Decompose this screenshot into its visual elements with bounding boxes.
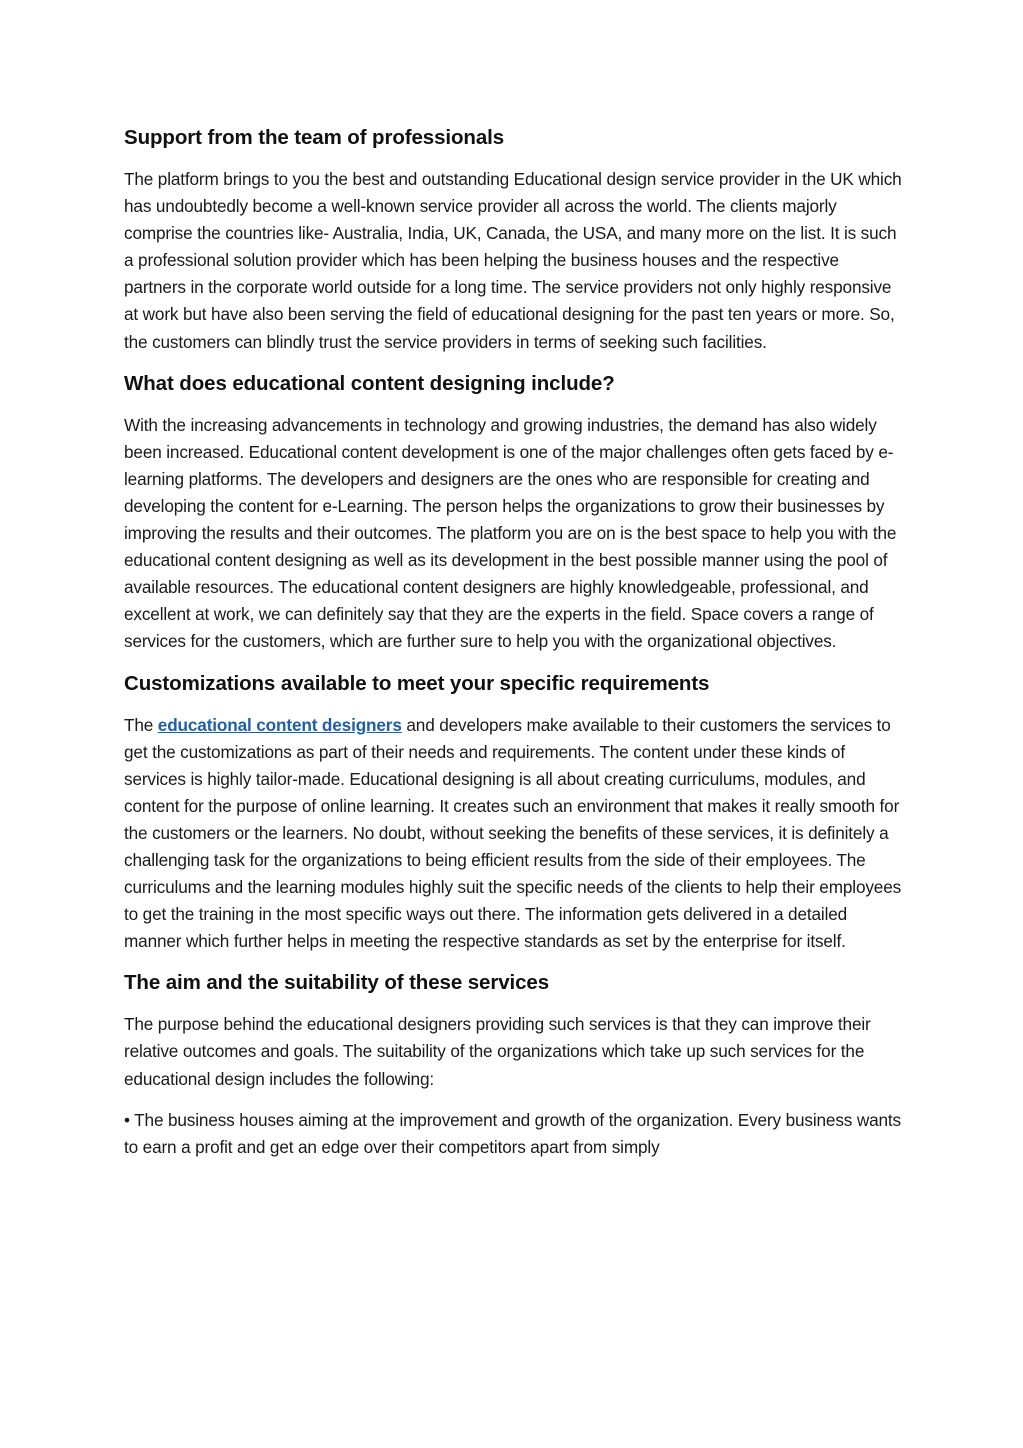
section-heading-support: Support from the team of professionals: [124, 126, 505, 149]
section-paragraph-customizations: [124, 712, 904, 956]
paragraph-text-after-link: and developers make available to their customers the services to get the customizations as part of their needs and requirements. The content under these kinds of services is highly tailor-made. Educational designing is all about creating curriculums, modules, and content for the purpose of online learning. It creates such an environment that makes it really smooth for the customers or the learners. No doubt, without seeking the benefits of these services, it is definitely a challenging task for the organizations to being efficient results from the side of their employees. The curriculums and the learning modules highly suit the specific needs of the clients to help their employees to get the training in the most specific ways out there. The information gets delivered in a detailed manner which further helps in meeting the respective standards as set by the enterprise for itself.: [124, 714, 902, 952]
document-page: [124, 124, 904, 1175]
paragraph-text-before-link: The: [124, 714, 158, 735]
section-paragraph-aim-suitability: The purpose behind the educational designers providing such services is that they can improve their relative outcomes and goals. The suitability of the organizations which take up such services for the educational design includes the following:: [124, 1014, 871, 1089]
section-heading-customizations: Customizations available to meet your specific requirements: [124, 671, 710, 695]
section-heading-content-designing: What does educational content designing include?: [124, 371, 615, 395]
educational-content-designers-link[interactable]: educational content designers: [157, 714, 402, 735]
bullet-item-business-houses: • The business houses aiming at the improvement and growth of the organization. Every business wants to earn a profit and get an edge over their competitors apart from simply: [124, 1109, 901, 1157]
section-paragraph-content-designing: With the increasing advancements in technology and growing industries, the demand has also widely been increased. Educational content development is one of the major challenges often gets faced by e-learning platforms. The developers and designers are the ones who are responsible for creating and developing the content for e-Learning. The person helps the organizations to grow their businesses by improving the results and their outcomes. The platform you are on is the best space to help you with the educational content designing as well as its development in the best possible manner using the pool of available resources. The educational content designers are highly knowledgeable, professional, and excellent at work, we can definitely say that they are the experts in the field. Space covers a range of services for the customers, which are further sure to help you with the organizational objectives.: [124, 414, 897, 652]
section-paragraph-support: The platform brings to you the best and outstanding Educational design service provider in the UK which has undoubtedly become a well-known service provider all across the world. The clients majorly comprise the countries like- Australia, India, UK, Canada, the USA, and many more on the list. It is such a professional solution provider which has been helping the business houses and the respective partners in the corporate world outside for a long time. The service providers not only highly responsive at work but have also been serving the field of educational designing for the past ten years or more. So, the customers can blindly trust the service providers in terms of seeking such facilities.: [124, 169, 902, 352]
section-heading-aim-suitability: The aim and the suitability of these services: [124, 971, 549, 995]
